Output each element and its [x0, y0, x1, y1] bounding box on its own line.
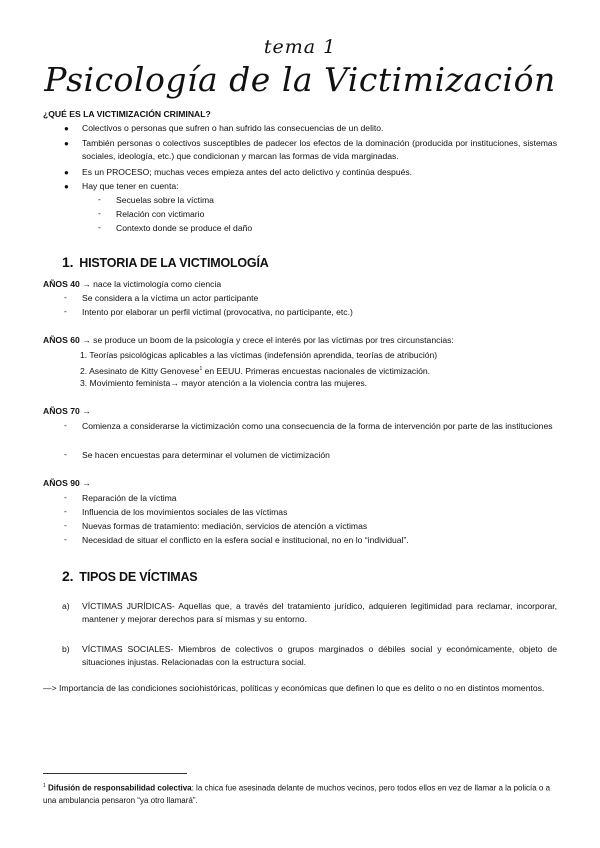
dash-marker: - [64, 292, 67, 302]
section-number: 1. [62, 254, 74, 270]
intro-bullet: También personas o colectivos susceptibles de padecer los efectos de la dominación (producida por instituciones, sistemas sociales, ideología, etc.) que condicionan y marcan las formas de vida marginadas. [82, 138, 557, 162]
era-item: Comienza a considerarse la victimización como una consecuencia de la forma de intervención por parte de las instituciones [82, 421, 553, 431]
era-item: 1. Teorías psicológicas aplicables a las víctimas (indefensión aprendida, teorías de atribución) [80, 350, 438, 360]
era-item-text: en EEUU. Primeras encuestas nacionales de victimización. [204, 365, 431, 376]
intro-bullet: Hay que tener en cuenta: [82, 181, 179, 191]
list-marker: a) [62, 601, 70, 611]
era-70s [43, 405, 91, 418]
list-marker: b) [62, 644, 70, 654]
intro-subitem: Secuelas sobre la víctima [116, 195, 214, 205]
page-title: Psicología de la Victimización [44, 60, 556, 99]
dash-marker: - [64, 520, 67, 530]
section-note: —> Importancia de las condiciones sociohistóricas, políticas y económicas que definen lo que es delito o no en distintos momentos. [43, 683, 545, 693]
era-40s [43, 278, 221, 291]
section-heading-history [62, 254, 269, 270]
footnote-number: 1 [43, 783, 46, 789]
topic-number: tema 1 [263, 36, 337, 58]
section-title: TIPOS DE VÍCTIMAS [79, 570, 198, 584]
era-item: Se considera a la víctima un actor participante [82, 293, 259, 303]
intro-bullet: Es un PROCESO; muchas veces empieza antes del acto delictivo y continúa después. [82, 167, 413, 177]
footnote-text: : la chica fue asesinada delante de muchos vecinos, pero todos ellos en vez de llamar a la policía o a una ambulancia pensaron “ya otro llamará”. [43, 783, 551, 805]
bullet-icon: ● [64, 124, 69, 133]
intro-subitem: Contexto donde se produce el daño [116, 223, 253, 233]
era-item: Se hacen encuestas para determinar el volumen de victimización [82, 450, 330, 460]
dash-marker: - [64, 534, 67, 544]
arrow-icon: → [82, 478, 91, 488]
dash-marker: - [64, 306, 67, 316]
era-label: AÑOS 60 [43, 335, 80, 345]
dash-marker: - [64, 492, 67, 502]
bullet-icon: ● [64, 168, 69, 177]
intro-subitem: Relación con victimario [116, 209, 205, 219]
section-title: HISTORIA DE LA VICTIMOLOGÍA [79, 256, 269, 270]
era-label: AÑOS 70 [43, 406, 80, 416]
footnote-divider [43, 773, 187, 774]
intro-bullet: Colectivos o personas que sufren o han sufrido las consecuencias de un delito. [82, 123, 384, 133]
section-number: 2. [62, 568, 74, 584]
section-heading-types [62, 568, 197, 584]
era-item: 3. Movimiento feminista→ mayor atención a la violencia contra las mujeres. [80, 378, 368, 388]
footnote [43, 780, 557, 807]
era-60s [43, 334, 454, 347]
era-summary: → se produce un boom de la psicología y crece el interés por las víctimas por tres circunstancias: [82, 335, 454, 345]
footnote-ref[interactable]: 1 [199, 366, 203, 372]
era-item: Reparación de la víctima [82, 493, 177, 503]
era-summary: → nace la victimología como ciencia [82, 279, 222, 289]
dash-marker: - [98, 222, 101, 232]
era-label: AÑOS 40 [43, 279, 80, 289]
era-item: Nuevas formas de tratamiento: mediación, servicios de atención a víctimas [82, 521, 368, 531]
dash-marker: - [64, 506, 67, 516]
dash-marker: - [64, 420, 67, 430]
era-item: Necesidad de situar el conflicto en la esfera social e institucional, no en lo “individual”. [82, 535, 409, 545]
intro-question: ¿QUÉ ES LA VICTIMIZACIÓN CRIMINAL? [43, 109, 211, 119]
era-item: Intento por elaborar un perfil victimal (provocativa, no participante, etc.) [82, 307, 353, 317]
bullet-icon: ● [64, 182, 69, 191]
arrow-icon: → [82, 406, 91, 416]
era-item-text: 2. Asesinato de Kitty Genovese [80, 365, 200, 376]
era-label: AÑOS 90 [43, 478, 80, 488]
era-90s [43, 477, 91, 490]
victim-type-legal: VÍCTIMAS JURÍDICAS- Aquellas que, a través del tratamiento jurídico, adquieren legitimidad para reclamar, incorporar, mantener y mejorar derechos para sí mismas y su entorno. [82, 601, 557, 625]
footnote-label: Difusión de responsabilidad colectiva [48, 783, 192, 793]
era-item [80, 363, 430, 378]
dash-marker: - [98, 208, 101, 218]
dash-marker: - [98, 194, 101, 204]
bullet-icon: ● [64, 139, 69, 148]
dash-marker: - [64, 449, 67, 459]
victim-type-social: VÍCTIMAS SOCIALES- Miembros de colectivos o grupos marginados o débiles social y económicamente, objeto de situaciones injustas. Relacionadas con la estructura social. [82, 644, 557, 668]
era-item: Influencia de los movimientos sociales de las víctimas [82, 507, 288, 517]
